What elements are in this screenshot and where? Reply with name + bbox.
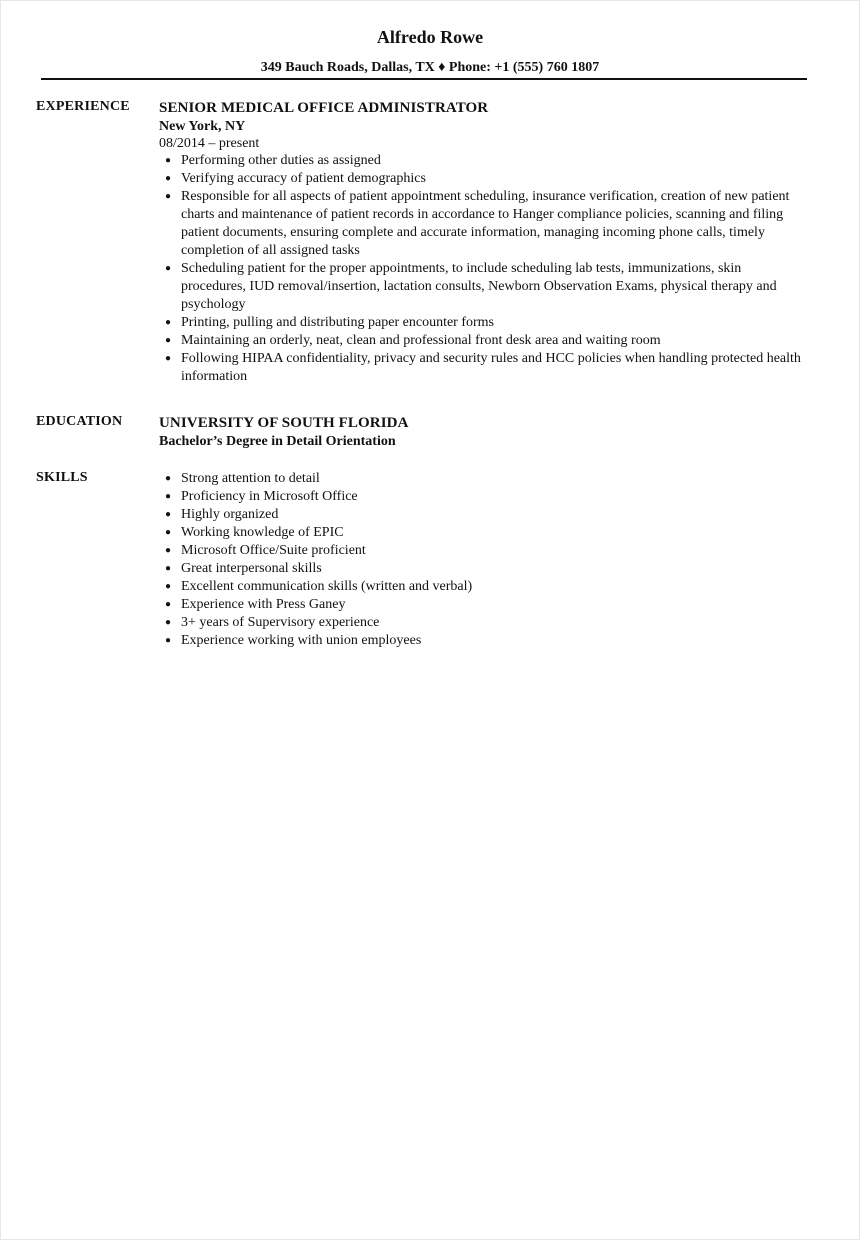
bullet-icon: ● [165, 635, 172, 646]
contact-line: 349 Bauch Roads, Dallas, TX ♦ Phone: +1 (555) 760 1807 [260, 60, 600, 75]
section-label-education: EDUCATION [36, 414, 123, 429]
list-item [159, 488, 809, 506]
bullet-icon: ● [165, 581, 172, 592]
bullet-icon: ● [165, 173, 172, 184]
list-item [159, 524, 809, 542]
education-section [159, 414, 809, 451]
list-item-text: Verifying accuracy of patient demographics [181, 171, 426, 186]
list-item [159, 350, 809, 386]
list-item-text: Working knowledge of EPIC [181, 525, 344, 540]
bullet-icon: ● [165, 155, 172, 166]
school-name: UNIVERSITY OF SOUTH FLORIDA [159, 415, 409, 431]
list-item-text: Experience with Press Ganey [181, 597, 346, 612]
list-item [159, 506, 809, 524]
list-item [159, 560, 809, 578]
list-item-text: Great interpersonal skills [181, 561, 322, 576]
experience-section [159, 99, 809, 386]
list-item [159, 578, 809, 596]
resume-name: Alfredo Rowe [376, 27, 484, 47]
bullet-icon: ● [165, 527, 172, 538]
list-item [159, 632, 809, 650]
list-item-text: Scheduling patient for the proper appointments, to include scheduling lab tests, immunizations, skin procedures, IUD removal/insertion, lactation consults, Newborn Observation Exams, physical therapy and psychology [181, 261, 777, 312]
degree: Bachelor’s Degree in Detail Orientation [159, 434, 396, 449]
job-location: New York, NY [159, 119, 246, 134]
list-item [159, 188, 809, 260]
skills-section [159, 470, 809, 650]
section-label-skills: SKILLS [36, 470, 88, 485]
bullet-icon: ● [165, 545, 172, 556]
list-item-text: Excellent communication skills (written and verbal) [181, 579, 473, 594]
list-item [159, 260, 809, 314]
job-dates: 08/2014 – present [159, 136, 260, 151]
list-item [159, 542, 809, 560]
bullet-icon: ● [165, 263, 172, 274]
list-item-text: Responsible for all aspects of patient appointment scheduling, insurance verification, creation of new patient charts and maintenance of patient records in accordance to Hanger compliance policies, scanning and filing patient documents, ensuring complete and accurate information, managing incoming phone calls, timely completion of all assigned tasks [181, 189, 790, 258]
list-item-text: Following HIPAA confidentiality, privacy and security rules and HCC policies when handling protected health information [181, 351, 801, 384]
list-item-text: Highly organized [181, 507, 279, 522]
list-item-text: Microsoft Office/Suite proficient [181, 543, 366, 558]
bullet-icon: ● [165, 353, 172, 364]
job-title: SENIOR MEDICAL OFFICE ADMINISTRATOR [159, 100, 489, 116]
list-item [159, 152, 809, 170]
bullet-icon: ● [165, 491, 172, 502]
list-item [159, 332, 809, 350]
bullet-icon: ● [165, 191, 172, 202]
bullet-icon: ● [165, 509, 172, 520]
list-item [159, 614, 809, 632]
list-item-text: Printing, pulling and distributing paper encounter forms [181, 315, 495, 330]
list-item [159, 596, 809, 614]
list-item-text: Maintaining an orderly, neat, clean and professional front desk area and waiting room [181, 333, 661, 348]
list-item [159, 170, 809, 188]
bullet-icon: ● [165, 599, 172, 610]
bullet-icon: ● [165, 317, 172, 328]
section-label-experience: EXPERIENCE [36, 99, 130, 114]
list-item-text: Performing other duties as assigned [181, 153, 381, 168]
list-item [159, 314, 809, 332]
list-item-text: Strong attention to detail [181, 471, 320, 486]
list-item-text: Experience working with union employees [181, 633, 422, 648]
bullet-icon: ● [165, 473, 172, 484]
experience-bullets [159, 152, 809, 386]
bullet-icon: ● [165, 335, 172, 346]
list-item-text: Proficiency in Microsoft Office [181, 489, 358, 504]
list-item-text: 3+ years of Supervisory experience [181, 615, 380, 630]
skills-list [159, 470, 809, 650]
bullet-icon: ● [165, 617, 172, 628]
bullet-icon: ● [165, 563, 172, 574]
list-item [159, 470, 809, 488]
header-divider [41, 78, 807, 80]
